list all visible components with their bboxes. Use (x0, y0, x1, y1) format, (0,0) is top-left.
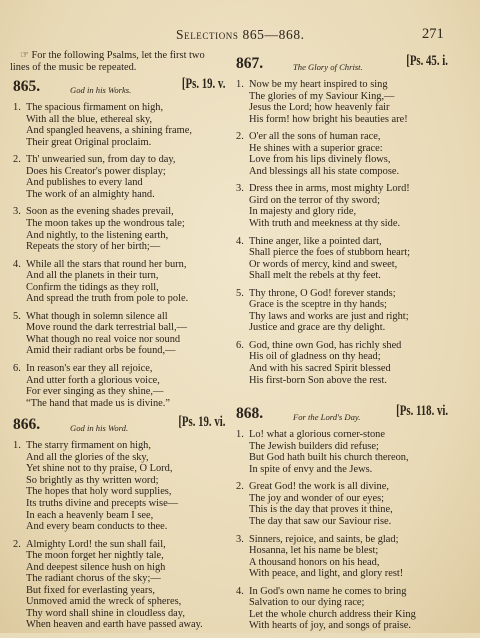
verse-line (10, 177, 225, 189)
verse-line (10, 282, 225, 294)
stanza (233, 183, 448, 229)
verse-line (233, 493, 448, 505)
stanza (10, 102, 225, 148)
verse-line (10, 334, 225, 346)
verse-text: While all the stars that round her burn, (26, 258, 187, 270)
verse-line (10, 345, 225, 357)
stanza-number: 1. (13, 102, 21, 114)
verse-text: And with his sacred Spirit blessed (249, 363, 391, 375)
verse-text: Confirm the tidings as they roll, (26, 281, 159, 293)
verse-line (233, 429, 448, 441)
verse-line (10, 259, 225, 271)
verse-line (10, 125, 225, 137)
verse-text: He shines with a superior grace: (249, 142, 383, 154)
stanza-number: 1. (236, 429, 244, 441)
stanza (233, 340, 448, 386)
verse-line (233, 195, 448, 207)
verse-text: And utter forth a glorious voice, (26, 374, 160, 386)
hymn-number: 868. (236, 405, 264, 423)
verse-text: Or words of mercy, kind and sweet, (249, 258, 398, 270)
right-column (233, 50, 448, 638)
verse-text: Grace is the sceptre in thy hands; (249, 299, 387, 311)
verse-text: In majesty and glory ride, (249, 206, 357, 218)
verse-line (10, 375, 225, 387)
verse-text: The day that saw our Saviour rise. (249, 515, 392, 527)
stanza (10, 539, 225, 631)
verse-line (233, 79, 448, 91)
verse-line (233, 247, 448, 259)
hymn-block (10, 415, 225, 631)
verse-text: For ever singing as they shine,— (26, 386, 164, 398)
stanza-number: 5. (13, 310, 21, 322)
verse-text: Lo! what a glorious corner-stone (249, 429, 385, 441)
left-column (10, 50, 225, 637)
verse-text: Their great Original proclaim. (26, 136, 152, 148)
verse-line (233, 114, 448, 126)
verse-line (233, 609, 448, 621)
verse-text: The glories of my Saviour King,— (249, 90, 395, 102)
psalm-reference: [Ps. 19. v. (181, 76, 225, 93)
verse-text: Yet shine not to thy praise, O Lord, (26, 463, 173, 475)
verse-line (233, 259, 448, 271)
hymn-number: 866. (13, 416, 41, 434)
verse-line (10, 521, 225, 533)
verse-line (233, 311, 448, 323)
verse-line (10, 596, 225, 608)
stanza-number: 5. (236, 287, 244, 299)
verse-line (233, 299, 448, 311)
stanza-number: 6. (13, 363, 21, 375)
stanza-number: 3. (13, 206, 21, 218)
verse-text: Great God! the work is all divine, (249, 481, 389, 493)
verse-line (233, 288, 448, 300)
verse-text: But fixed for everlasting years, (26, 584, 155, 596)
verse-line (233, 270, 448, 282)
verse-text: Now be my heart inspired to sing (249, 79, 388, 90)
psalm-reference: [Ps. 118. vi. (396, 403, 448, 420)
stanza (233, 534, 448, 580)
verse-line (10, 550, 225, 562)
page-header (0, 25, 480, 45)
stanza-number: 3. (236, 183, 244, 195)
verse-text: The radiant chorus of the sky;— (26, 573, 161, 585)
verse-text: Repeats the story of her birth;— (26, 241, 161, 253)
stanza (233, 481, 448, 527)
psalm-reference: [Ps. 45. i. (406, 53, 448, 69)
verse-line (10, 311, 225, 323)
verse-line (233, 557, 448, 569)
verse-line (233, 568, 448, 580)
verse-text: And blessings all his state compose. (249, 165, 400, 177)
verse-text: When heaven and earth have passed away. (26, 619, 203, 631)
stanza-number: 1. (13, 440, 21, 452)
stanza-number: 6. (236, 339, 244, 351)
hymn-title: The Glory of Christ. (293, 62, 363, 72)
stanza-number: 4. (13, 258, 21, 270)
verse-text: His first-born Son above the rest. (249, 374, 387, 386)
verse-line (10, 486, 225, 498)
hymn-block (10, 77, 225, 409)
verse-line (10, 475, 225, 487)
verse-line (10, 241, 225, 253)
verse-line (10, 608, 225, 620)
verse-line (10, 452, 225, 464)
stanza-number: 3. (236, 533, 244, 545)
verse-text: Justice and grace are thy delight. (249, 322, 386, 334)
pointing-hand-icon: ☞ (20, 50, 32, 61)
verse-line (233, 586, 448, 598)
running-head: Selections 865—868. (176, 27, 305, 42)
hymn-heading (233, 54, 448, 76)
verse-text: This is the day that proves it thine, (249, 504, 393, 516)
verse-line (233, 218, 448, 230)
verse-text: Sinners, rejoice, and saints, be glad; (249, 533, 399, 545)
verse-text: With peace, and light, and glory rest! (249, 568, 404, 580)
hymn-heading (10, 77, 225, 99)
verse-text: Th' unwearied sun, from day to day, (26, 154, 176, 166)
verse-line (10, 398, 225, 410)
verse-text: Thine anger, like a pointed dart, (249, 235, 382, 247)
hymn-title: God in his Word. (70, 423, 129, 434)
verse-text: Amid their radiant orbs be found,— (26, 345, 176, 357)
verse-text: But God hath built his church thereon, (249, 452, 409, 464)
psalm-reference: [Ps. 19. vi. (177, 414, 225, 431)
intro-note (10, 50, 225, 73)
stanza (233, 131, 448, 177)
verse-text: The joy and wonder of our eyes; (249, 492, 385, 504)
intro-text: For the following Psalms, let the first two lines of the music be repeated. (10, 50, 205, 73)
verse-text: Soon as the evening shades prevail, (26, 206, 174, 218)
verse-text: What though in solemn silence all (26, 310, 168, 322)
verse-line (233, 441, 448, 453)
verse-text: Love from his lips divinely flows, (249, 154, 391, 166)
verse-text: The hopes that holy word supplies, (26, 486, 172, 498)
stanza (233, 79, 448, 125)
verse-line (233, 452, 448, 464)
verse-line (10, 322, 225, 334)
verse-line (233, 545, 448, 557)
stanza (10, 311, 225, 357)
verse-text: Almighty Lord! the sun shall fail, (26, 538, 166, 550)
verse-text: Move round the dark terrestrial ball,— (26, 322, 188, 334)
verse-text: Thy throne, O God! forever stands; (249, 287, 396, 299)
verse-text: The moon forget her nightly tale, (26, 550, 164, 562)
hymn-number: 867. (236, 55, 264, 72)
stanza-number: 1. (236, 79, 244, 90)
verse-text: God, thine own God, has richly shed (249, 339, 402, 351)
verse-text: Thy laws and works are just and right; (249, 310, 409, 322)
verse-line (233, 375, 448, 387)
stanza (233, 429, 448, 475)
verse-text: And publishes to every land (26, 177, 143, 189)
verse-line (233, 143, 448, 155)
verse-text: Dress thee in arms, most mighty Lord! (249, 183, 410, 195)
stanza-number: 4. (236, 235, 244, 247)
verse-line (233, 340, 448, 352)
verse-line (10, 539, 225, 551)
verse-text: Shall melt the rebels at thy feet. (249, 270, 381, 282)
verse-line (10, 585, 225, 597)
verse-line (10, 293, 225, 305)
verse-text: And nightly, to the listening earth, (26, 229, 169, 241)
verse-line (233, 91, 448, 103)
verse-text: In God's own name he comes to bring (249, 585, 407, 597)
page-number: 271 (422, 26, 444, 42)
verse-line (10, 440, 225, 452)
hymn-title: For the Lord's Day. (293, 412, 361, 423)
verse-text: Salvation to our dying race; (249, 597, 365, 609)
verse-line (10, 137, 225, 149)
verse-line (233, 363, 448, 375)
stanza (10, 206, 225, 252)
verse-text: A thousand honors on his head, (249, 556, 380, 568)
verse-line (233, 351, 448, 363)
stanza (233, 236, 448, 282)
stanza (10, 154, 225, 200)
verse-line (233, 464, 448, 476)
verse-line (233, 206, 448, 218)
verse-text: Let the whole church address their King (249, 608, 416, 620)
verse-text: The Jewish builders did refuse; (249, 440, 379, 452)
verse-line (233, 620, 448, 632)
verse-line (233, 102, 448, 114)
verse-text: And spangled heavens, a shining frame, (26, 125, 192, 137)
verse-text: In each a heavenly beam I see, (26, 509, 154, 521)
stanza (233, 586, 448, 632)
verse-line (10, 189, 225, 201)
stanza-number: 4. (236, 585, 244, 597)
verse-line (10, 114, 225, 126)
verse-text: With truth and meekness at thy side. (249, 218, 401, 230)
verse-line (10, 230, 225, 242)
hymn-block (233, 404, 448, 632)
verse-line (10, 206, 225, 218)
stanza (10, 363, 225, 409)
stanza (233, 288, 448, 334)
verse-line (233, 516, 448, 528)
verse-line (10, 363, 225, 375)
verse-text: The spacious firmament on high, (26, 102, 164, 114)
verse-text: The work of an almighty hand. (26, 188, 155, 200)
verse-line (10, 562, 225, 574)
verse-text: What though no real voice nor sound (26, 333, 181, 345)
verse-line (10, 573, 225, 585)
verse-text: The moon takes up the wondrous tale; (26, 218, 185, 230)
hymn-heading (233, 404, 448, 426)
verse-line (233, 481, 448, 493)
verse-text: With hearts of joy, and songs of praise. (249, 620, 411, 632)
stanza-number: 2. (236, 131, 244, 143)
hymn-heading (10, 415, 225, 437)
verse-line (10, 166, 225, 178)
verse-line (233, 154, 448, 166)
verse-text: His oil of gladness on thy head; (249, 351, 381, 363)
verse-text: His form! how bright his beauties are! (249, 113, 408, 125)
verse-text: And spread the truth from pole to pole. (26, 293, 189, 305)
stanza (10, 440, 225, 532)
stanza-number: 2. (13, 154, 21, 166)
verse-text: The starry firmament on high, (26, 440, 151, 452)
verse-line (233, 534, 448, 546)
verse-text: Unmoved amid the wreck of spheres, (26, 596, 182, 608)
hymn-number: 865. (13, 78, 41, 96)
verse-text: Jesus the Lord; how heavenly fair (249, 102, 390, 114)
verse-line (233, 236, 448, 248)
stanza (10, 259, 225, 305)
verse-line (10, 154, 225, 166)
verse-text: Its truths divine and precepts wise— (26, 497, 179, 509)
verse-text: With all the blue, ethereal sky, (26, 113, 153, 125)
verse-line (233, 322, 448, 334)
verse-line (10, 218, 225, 230)
verse-line (233, 504, 448, 516)
verse-text: And every beam conducts to thee. (26, 521, 168, 533)
verse-text: In spite of envy and the Jews. (249, 463, 373, 475)
verse-line (10, 386, 225, 398)
stanza-number: 2. (236, 481, 244, 493)
verse-text: “The hand that made us is divine.” (26, 397, 170, 409)
verse-line (233, 131, 448, 143)
verse-text: And all the glories of the sky, (26, 451, 149, 463)
verse-text: Hosanna, let his name be blest; (249, 545, 379, 557)
stanza-number: 2. (13, 538, 21, 550)
hymn-title: God in his Works. (70, 85, 132, 96)
verse-text: Shall pierce the foes of stubborn heart; (249, 247, 411, 259)
verse-text: O'er all the sons of human race, (249, 131, 381, 143)
verse-line (10, 463, 225, 475)
verse-line (233, 597, 448, 609)
verse-text: Does his Creator's power display; (26, 165, 166, 177)
verse-line (10, 619, 225, 631)
verse-text: So brightly as thy written word; (26, 474, 159, 486)
verse-text: And deepest silence hush on high (26, 561, 166, 573)
hymn-block (233, 54, 448, 386)
verse-line (10, 102, 225, 114)
verse-text: Thy word shall shine in cloudless day, (26, 607, 185, 619)
verse-text: Gird on the terror of thy sword; (249, 194, 381, 206)
verse-text: And all the planets in their turn, (26, 270, 159, 282)
verse-line (10, 498, 225, 510)
verse-line (10, 510, 225, 522)
verse-line (10, 270, 225, 282)
verse-line (233, 183, 448, 195)
verse-line (233, 166, 448, 178)
verse-text: In reason's ear they all rejoice, (26, 363, 153, 375)
